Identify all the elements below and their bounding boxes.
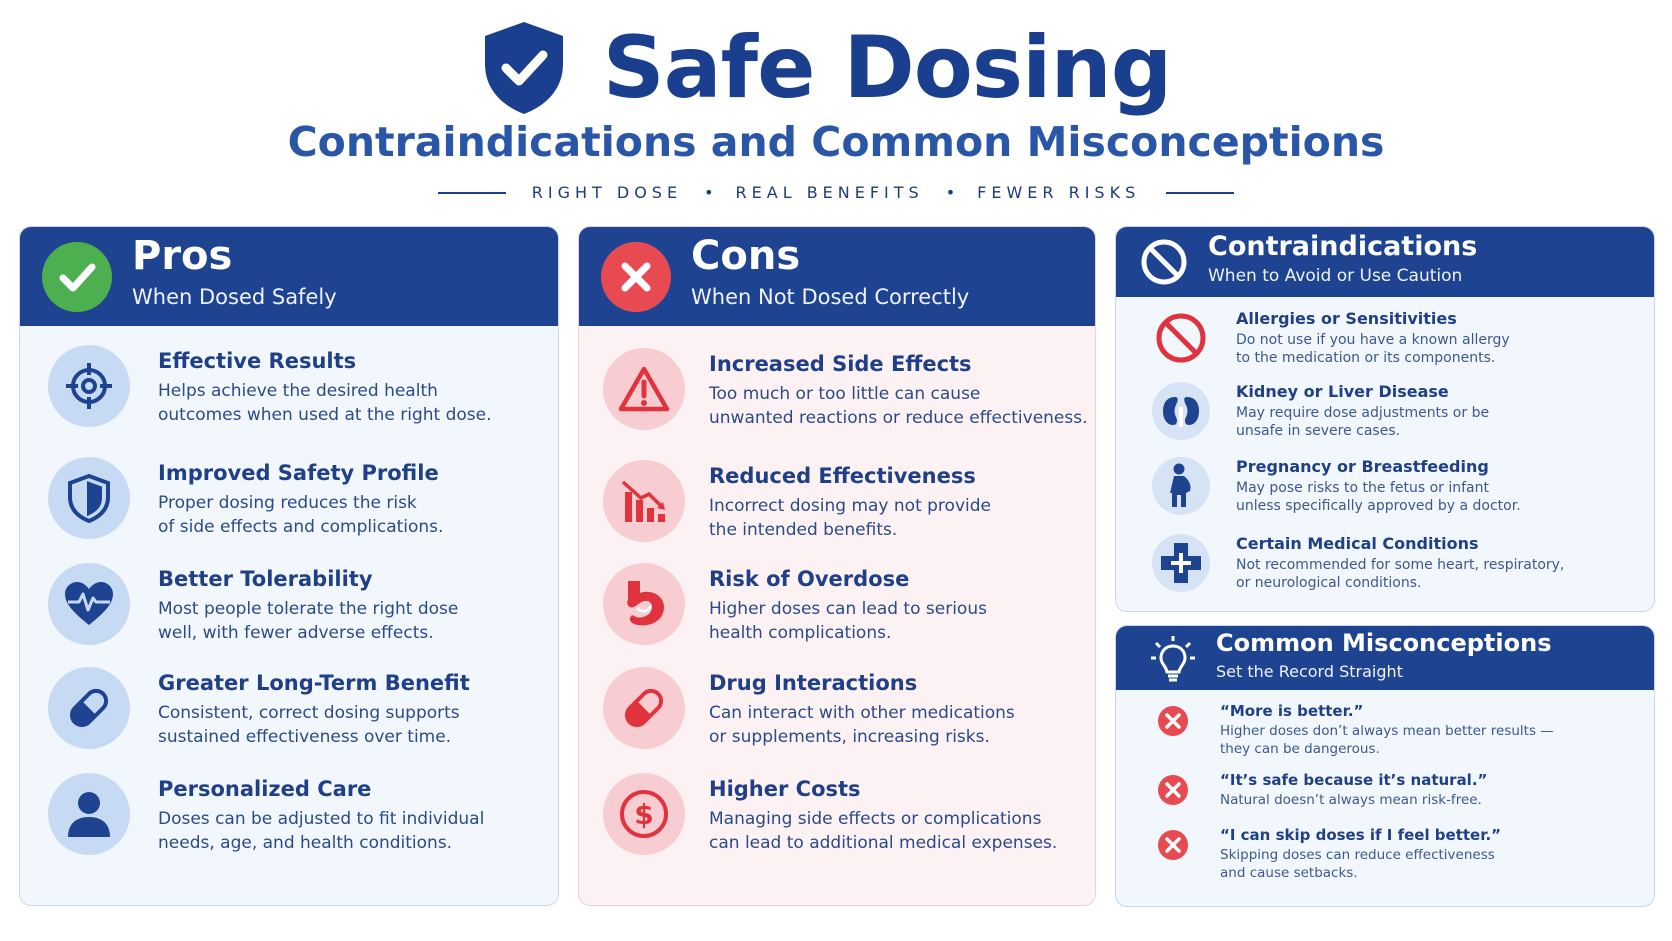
x-circle-icon — [1156, 704, 1190, 738]
item-desc: Too much or too little can cause unwanted reactions or reduce effectiveness. — [709, 384, 1088, 428]
heartbeat-icon — [48, 563, 130, 645]
item-desc: Doses can be adjusted to fit individual needs, age, and health conditions. — [158, 809, 485, 853]
item-desc: Managing side effects or complications can lead to additional medical expenses. — [709, 809, 1058, 853]
declining-chart-icon — [603, 460, 685, 542]
misconceptions-header — [1116, 626, 1654, 690]
contraindications-panel — [1115, 226, 1655, 612]
pros-item — [20, 773, 558, 873]
cons-item — [579, 667, 1095, 767]
contraindication-item — [1116, 457, 1654, 527]
cons-header — [579, 227, 1095, 326]
item-desc: May pose risks to the fetus or infant unless specifically approved by a doctor. — [1236, 480, 1521, 514]
pill-icon — [603, 667, 685, 749]
item-desc: May require dose adjustments or be unsafe in severe cases. — [1236, 405, 1490, 439]
pros-panel — [19, 226, 559, 906]
item-title: Risk of Overdose — [709, 567, 910, 591]
contraindication-item — [1116, 534, 1654, 604]
item-title: Better Tolerability — [158, 567, 373, 591]
item-title: Drug Interactions — [709, 671, 918, 695]
contraindications-subtitle: When to Avoid or Use Caution — [1208, 266, 1463, 286]
bullet: • — [704, 183, 714, 202]
item-title: “I can skip doses if I feel better.” — [1220, 826, 1502, 844]
tagline-3: FEWER RISKS — [977, 183, 1141, 202]
shield-check-icon — [481, 20, 567, 116]
cons-subtitle: When Not Dosed Correctly — [691, 285, 970, 309]
cons-title: Cons — [691, 233, 801, 279]
x-circle-icon — [1156, 773, 1190, 807]
ban-icon — [1140, 238, 1188, 286]
contraindication-item — [1116, 309, 1654, 379]
kidney-icon — [1152, 382, 1210, 440]
page-title: Safe Dosing — [602, 18, 1172, 118]
cons-item — [579, 773, 1095, 873]
bullet: • — [945, 183, 956, 202]
cons-panel — [578, 226, 1096, 906]
medical-cross-icon — [1152, 534, 1210, 592]
tagline-row — [0, 183, 1672, 202]
misconception-item — [1116, 702, 1654, 762]
item-title: Reduced Effectiveness — [709, 464, 976, 488]
item-desc: Most people tolerate the right dose well, with fewer adverse effects. — [158, 599, 459, 643]
misconceptions-panel — [1115, 625, 1655, 907]
item-desc: Not recommended for some heart, respiratory, or neurological conditions. — [1236, 557, 1565, 591]
no-entry-icon — [1152, 309, 1210, 367]
item-title: Allergies or Sensitivities — [1236, 309, 1457, 328]
misconceptions-title: Common Misconceptions — [1216, 629, 1552, 657]
item-desc: Higher doses don’t always mean better results — they can be dangerous. — [1220, 723, 1554, 757]
misconceptions-subtitle: Set the Record Straight — [1216, 662, 1403, 681]
person-icon — [48, 773, 130, 855]
dollar-icon — [603, 773, 685, 855]
cons-item — [579, 460, 1095, 560]
divider-right — [1166, 192, 1234, 194]
svg-text:$: $ — [634, 798, 654, 831]
item-title: Improved Safety Profile — [158, 461, 439, 485]
misconception-item — [1116, 771, 1654, 831]
x-circle-icon — [1156, 828, 1190, 862]
item-title: “It’s safe because it’s natural.” — [1220, 771, 1488, 789]
tagline-1: RIGHT DOSE — [531, 183, 683, 202]
item-title: Higher Costs — [709, 777, 861, 801]
stomach-icon — [603, 563, 685, 645]
pros-subtitle: When Dosed Safely — [132, 285, 337, 309]
warning-icon — [603, 348, 685, 430]
contraindications-title: Contraindications — [1208, 231, 1478, 262]
item-desc: Higher doses can lead to serious health complications. — [709, 599, 987, 643]
item-desc: Helps achieve the desired health outcomes when used at the right dose. — [158, 381, 492, 425]
item-title: Effective Results — [158, 349, 357, 373]
pros-item — [20, 457, 558, 557]
misconception-item — [1116, 826, 1654, 886]
pros-item — [20, 563, 558, 663]
item-desc: Incorrect dosing may not provide the intended benefits. — [709, 496, 991, 540]
target-icon — [48, 345, 130, 427]
title-row — [0, 18, 1672, 118]
cons-item — [579, 563, 1095, 663]
pill-icon — [48, 667, 130, 749]
item-title: Personalized Care — [158, 777, 372, 801]
pros-item — [20, 667, 558, 767]
contraindication-item — [1116, 382, 1654, 452]
item-desc: Natural doesn’t always mean risk-free. — [1220, 792, 1482, 808]
pros-header — [20, 227, 558, 326]
item-desc: Skipping doses can reduce effectiveness and cause setbacks. — [1220, 847, 1495, 881]
item-title: Increased Side Effects — [709, 352, 972, 376]
shield-icon — [48, 457, 130, 539]
item-title: Greater Long-Term Benefit — [158, 671, 470, 695]
pros-item — [20, 345, 558, 445]
item-title: Certain Medical Conditions — [1236, 534, 1479, 553]
header — [0, 0, 1672, 215]
item-desc: Can interact with other medications or supplements, increasing risks. — [709, 703, 1015, 747]
pregnant-woman-icon — [1152, 457, 1210, 515]
lightbulb-icon — [1148, 634, 1198, 684]
tagline-2: REAL BENEFITS — [735, 183, 924, 202]
item-desc: Do not use if you have a known allergy to the medication or its components. — [1236, 332, 1510, 366]
cons-item — [579, 348, 1095, 448]
check-circle-icon — [42, 242, 112, 312]
item-desc: Proper dosing reduces the risk of side effects and complications. — [158, 493, 444, 537]
x-circle-icon — [601, 242, 671, 312]
page-subtitle: Contraindications and Common Misconceptions — [287, 118, 1385, 166]
contraindications-header — [1116, 227, 1654, 297]
item-title: Pregnancy or Breastfeeding — [1236, 457, 1489, 476]
item-desc: Consistent, correct dosing supports sustained effectiveness over time. — [158, 703, 460, 747]
item-title: Kidney or Liver Disease — [1236, 382, 1449, 401]
divider-left — [438, 192, 506, 194]
pros-title: Pros — [132, 233, 233, 279]
item-title: “More is better.” — [1220, 702, 1364, 720]
